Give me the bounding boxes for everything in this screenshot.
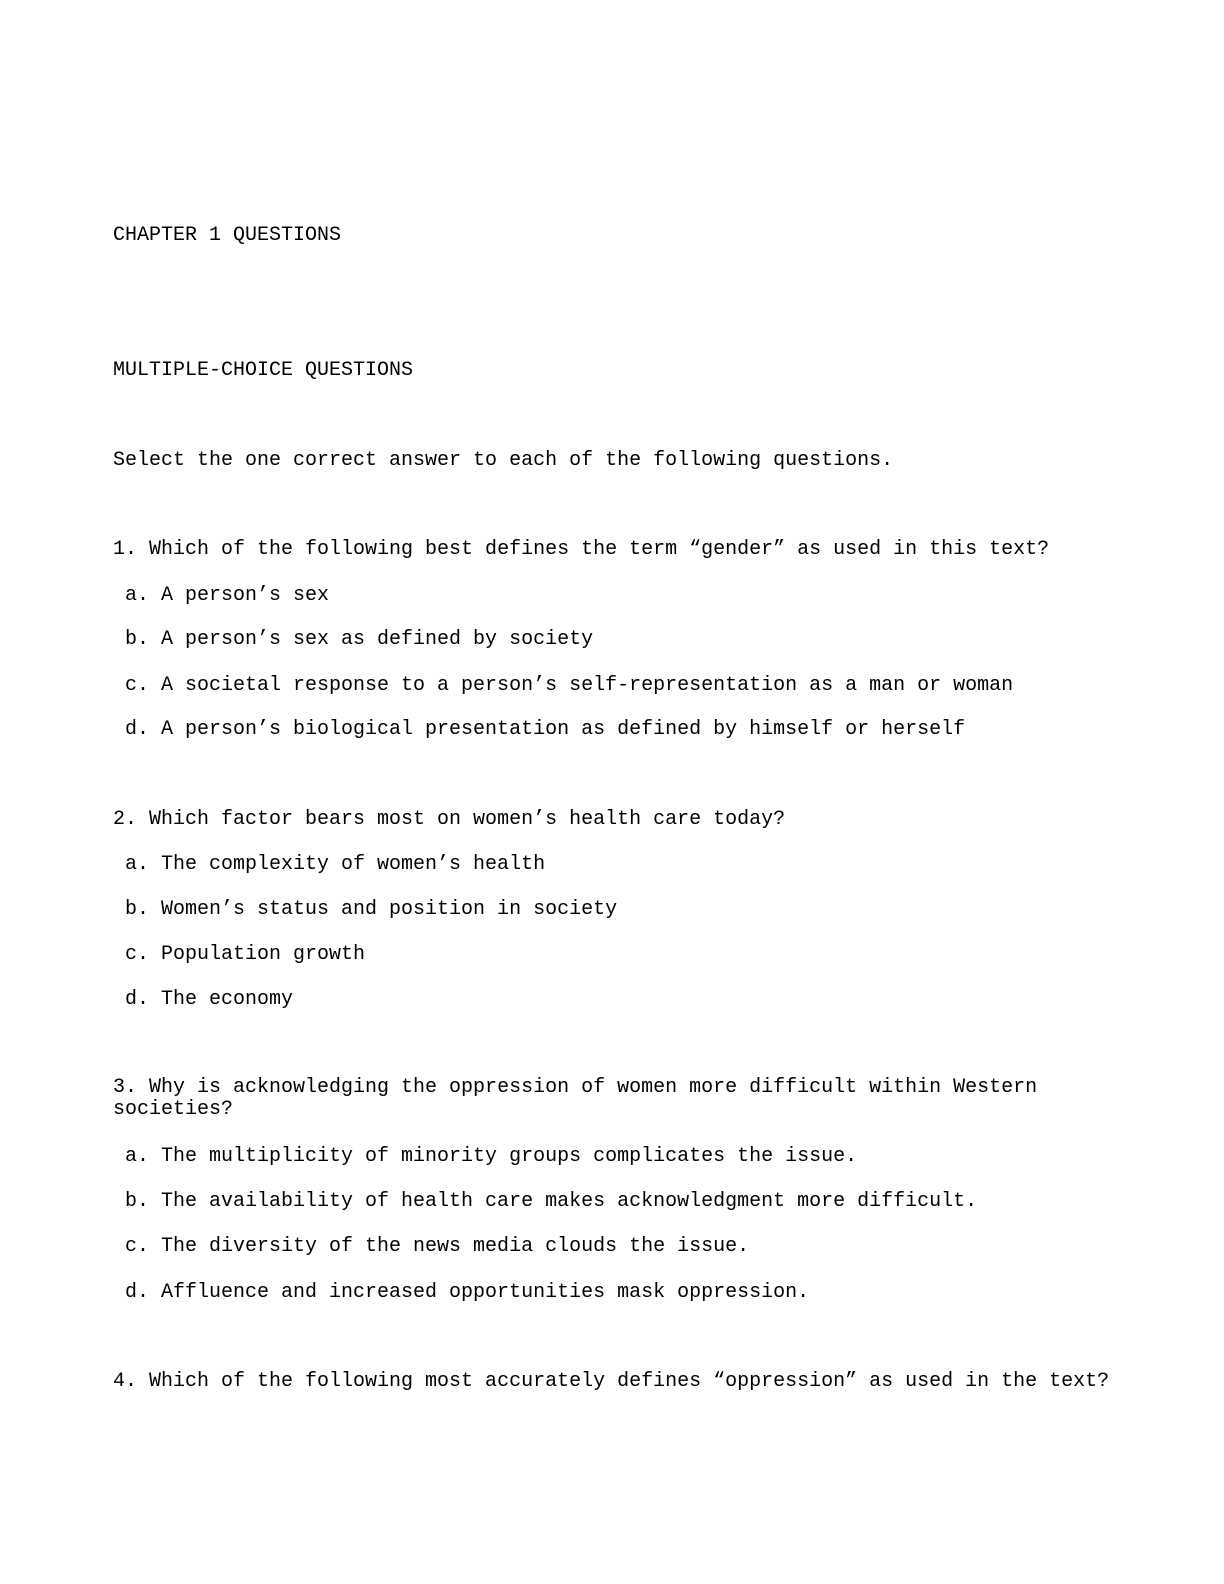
question-3-stem: 3. Why is acknowledging the oppression of women more difficult within Western societies? [113,1076,1038,1121]
question-2-option-b: b. Women’s status and position in society [125,898,618,921]
question-1-stem: 1. Which of the following best defines the term “gender” as used in this text? [113,538,1050,561]
question-4-stem: 4. Which of the following most accurately defines “oppression” as used in the text? [113,1370,1110,1393]
question-3-option-d: d. Affluence and increased opportunities mask oppression. [125,1281,810,1304]
question-2-stem: 2. Which factor bears most on women’s health care today? [113,808,786,831]
question-3-option-c: c. The diversity of the news media clouds the issue. [125,1235,750,1258]
question-1-option-c: c. A societal response to a person’s self-representation as a man or woman [125,674,1014,697]
chapter-heading: CHAPTER 1 QUESTIONS [113,224,342,247]
question-1-option-b: b. A person’s sex as defined by society [125,628,594,651]
question-1-option-d: d. A person’s biological presentation as defined by himself or herself [125,718,966,741]
question-3-option-a: a. The multiplicity of minority groups complicates the issue. [125,1145,858,1168]
question-2-option-d: d. The economy [125,988,294,1011]
instructions: Select the one correct answer to each of the following questions. [113,449,894,472]
question-3-option-b: b. The availability of health care makes acknowledgment more difficult. [125,1190,978,1213]
question-1-option-a: a. A person’s sex [125,584,330,607]
question-2-option-a: a. The complexity of women’s health [125,853,546,876]
question-2-option-c: c. Population growth [125,943,366,966]
section-heading: MULTIPLE-CHOICE QUESTIONS [113,359,414,382]
